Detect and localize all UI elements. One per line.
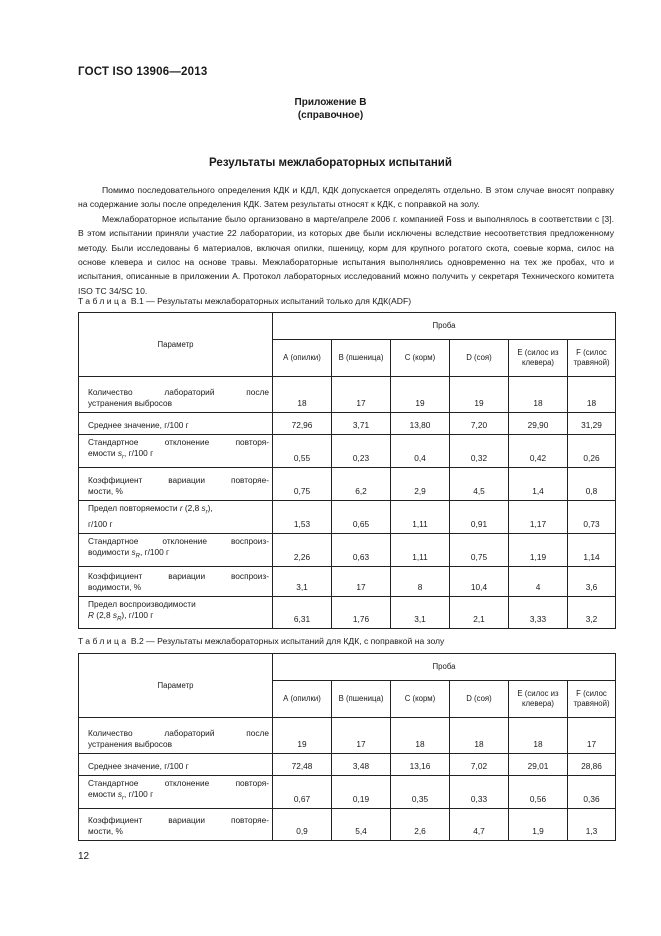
table-2-caption [78,636,444,646]
table-row [79,776,616,809]
value-cell: 7,20 [450,413,509,435]
sample-column-label: F (силос травяной) [568,681,616,718]
parameter-cell: Стандартное отклонение повторя- емости $s_r$, г/100 г [79,776,273,809]
sample-column-label: А (опилки) [273,681,332,718]
parameter-cell: Среднее значение, г/100 г [79,754,273,776]
appendix-heading [0,96,661,122]
parameter-cell: Предел воспроизводимости R (2,8 $s_R$), г/100 г [79,596,273,629]
value-cell: 18 [509,718,568,754]
value-cell: 0,67 [273,776,332,809]
value-cell: 7,02 [450,754,509,776]
parameter-cell: Стандартное отклонение воспроиз- водимости $s_R$, г/100 г [79,534,273,567]
table-caption-word: Таблица [78,636,129,646]
sample-column-label: Е (силос из клевера) [509,681,568,718]
value-cell: 3,1 [391,596,450,629]
value-cell: 2,1 [450,596,509,629]
table-header-row [79,654,616,681]
value-cell: 18 [273,377,332,413]
value-cell: 19 [391,377,450,413]
value-cell: 1,53 [273,501,332,534]
value-cell: 5,4 [332,809,391,841]
value-cell: 4,5 [450,468,509,501]
parameter-cell: Количество лабораторий после устранения выбросов [79,377,273,413]
parameter-cell: Коэффициент вариации повторяе- мости, % [79,809,273,841]
sample-column-label: F (силос травяной) [568,340,616,377]
value-cell: 10,4 [450,566,509,596]
value-cell: 0,35 [391,776,450,809]
appendix-title: Приложение В [294,97,367,108]
value-cell: 3,6 [568,566,616,596]
value-cell: 1,14 [568,534,616,567]
table-row [79,566,616,596]
value-cell: 3,48 [332,754,391,776]
table-row [79,377,616,413]
table-row [79,501,616,534]
value-cell: 6,2 [332,468,391,501]
value-cell: 13,80 [391,413,450,435]
value-cell: 4 [509,566,568,596]
value-cell: 31,29 [568,413,616,435]
value-cell: 1,19 [509,534,568,567]
value-cell: 18 [568,377,616,413]
value-cell: 0,73 [568,501,616,534]
value-cell: 1,17 [509,501,568,534]
page-number: 12 [78,851,90,862]
value-cell: 3,33 [509,596,568,629]
value-cell: 2,26 [273,534,332,567]
value-cell: 0,36 [568,776,616,809]
param-column-header: Параметр [79,313,273,377]
table-row [79,809,616,841]
paragraph: Межлабораторное испытание было организовано в марте/апреле 2006 г. компанией Foss и выполнялось в соответствии с [3]. В этом испытании приняли участие 22 лаборатории, из которых две были исключены вследствие несоответствия предложенному методу. Были исследованы 6 материалов, включая опилки, пшеницу, корм для крупного рогатого скота, соевые корма, силос на основе клевера и силос на основе травы. Межлабораторные испытания выполнялись одновременно на тех же пробах, что и испытания, описанные в приложении А. Протокол лабораторных исследований можно получить у секретаря Технического комитета ISO ТС 34/SC 10. [78,213,614,296]
value-cell: 1,4 [509,468,568,501]
table-caption-text: В.1 — Результаты межлабораторных испытаний только для КДК(ADF) [130,296,412,306]
value-cell: 1,3 [568,809,616,841]
document-header: ГОСТ ISO 13906—2013 [78,66,208,78]
table-1-caption [78,296,411,306]
table-header-row [79,313,616,340]
value-cell: 0,65 [332,501,391,534]
value-cell: 3,71 [332,413,391,435]
appendix-subtitle: (справочное) [297,110,364,121]
value-cell: 0,23 [332,435,391,468]
value-cell: 28,86 [568,754,616,776]
sample-column-label: С (корм) [391,681,450,718]
value-cell: 0,56 [509,776,568,809]
value-cell: 17 [568,718,616,754]
table-row [79,534,616,567]
sample-column-label: В (пшеница) [332,681,391,718]
value-cell: 17 [332,718,391,754]
value-cell: 29,01 [509,754,568,776]
value-cell: 1,9 [509,809,568,841]
value-cell: 0,55 [273,435,332,468]
value-cell: 0,91 [450,501,509,534]
table-caption-word: Таблица [78,296,129,306]
param-column-header: Параметр [79,654,273,718]
value-cell: 3,2 [568,596,616,629]
parameter-cell: Коэффициент вариации воспроиз- водимости, % [79,566,273,596]
value-cell: 19 [273,718,332,754]
paragraph: Помимо последовательного определения КДК и КДЛ, КДК допускается определять отдельно. В этом случае вносят поправку на содержание золы после определения КДК. Затем результаты относят к КДК, с поправкой на золу. [78,185,614,210]
value-cell: 3,1 [273,566,332,596]
section-title: Результаты межлабораторных испытаний [209,157,452,169]
value-cell: 0,63 [332,534,391,567]
value-cell: 13,16 [391,754,450,776]
value-cell: 18 [509,377,568,413]
value-cell: 2,9 [391,468,450,501]
value-cell: 2,6 [391,809,450,841]
table-row [79,468,616,501]
sample-column-label: Е (силос из клевера) [509,340,568,377]
table-row [79,596,616,629]
sample-column-header: Проба [273,654,616,681]
value-cell: 0,19 [332,776,391,809]
value-cell: 1,76 [332,596,391,629]
sample-column-header: Проба [273,313,616,340]
value-cell: 0,75 [450,534,509,567]
sample-column-label: А (опилки) [273,340,332,377]
value-cell: 19 [450,377,509,413]
table-caption-text: В.2 — Результаты межлабораторных испытаний для КДК, с поправкой на золу [130,636,445,646]
value-cell: 0,4 [391,435,450,468]
value-cell: 0,42 [509,435,568,468]
value-cell: 29,90 [509,413,568,435]
value-cell: 72,96 [273,413,332,435]
value-cell: 0,75 [273,468,332,501]
parameter-cell: Предел повторяемости r (2,8 $s_r$), г/100 г [79,501,273,534]
sample-column-label: С (корм) [391,340,450,377]
value-cell: 18 [391,718,450,754]
body-text [78,183,614,298]
value-cell: 0,9 [273,809,332,841]
table-row [79,754,616,776]
value-cell: 1,11 [391,501,450,534]
value-cell: 8 [391,566,450,596]
results-table-1 [78,312,616,629]
value-cell: 17 [332,566,391,596]
parameter-cell: Среднее значение, г/100 г [79,413,273,435]
value-cell: 17 [332,377,391,413]
table-row [79,718,616,754]
value-cell: 4,7 [450,809,509,841]
results-table-2 [78,653,616,841]
value-cell: 0,8 [568,468,616,501]
sample-column-label: D (соя) [450,340,509,377]
table-row [79,413,616,435]
parameter-cell: Стандартное отклонение повторя- емости $s_r$, г/100 г [79,435,273,468]
value-cell: 1,11 [391,534,450,567]
value-cell: 6,31 [273,596,332,629]
value-cell: 0,33 [450,776,509,809]
sample-column-label: D (соя) [450,681,509,718]
parameter-cell: Коэффициент вариации повторяе- мости, % [79,468,273,501]
value-cell: 72,48 [273,754,332,776]
value-cell: 0,32 [450,435,509,468]
parameter-cell: Количество лабораторий после устранения выбросов [79,718,273,754]
value-cell: 0,26 [568,435,616,468]
value-cell: 18 [450,718,509,754]
table-row [79,435,616,468]
sample-column-label: В (пшеница) [332,340,391,377]
